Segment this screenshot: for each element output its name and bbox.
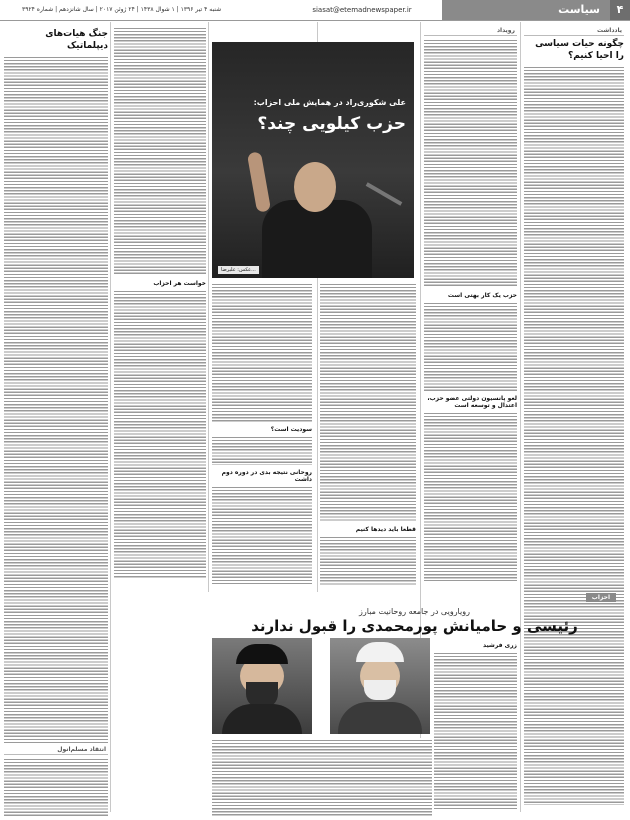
center-article-right (320, 282, 416, 587)
bottom-kicker: رویارویی در جامعه روحانیت مبارز (359, 607, 470, 616)
speaker-figure (252, 152, 402, 278)
byline: زری فرشید (483, 642, 517, 649)
article-body (4, 757, 108, 816)
subheading: قطعا باید دیدها کنیم (355, 526, 416, 533)
bottom-headline: رئیسی و حامیانش پورمحمدی را قبول ندارند (251, 617, 578, 635)
column-divider (520, 22, 521, 812)
diplomacy-column (4, 26, 108, 816)
article-body (424, 301, 517, 391)
section-title: سیاست (442, 0, 610, 20)
page-header (0, 0, 630, 21)
article-body (212, 485, 312, 585)
column-label: انتقاد مسلم‌انول (4, 745, 108, 755)
editorial-headline: چگونه حیات سیاسی را احیا کنیم؟ (535, 39, 624, 61)
photo-kicker: علی شکوری‌راد در همایش ملی احزاب: (253, 98, 406, 107)
bottom-section-label: احزاب (586, 593, 616, 602)
article-body (434, 651, 517, 811)
column-divider (110, 22, 111, 812)
article-body (424, 38, 517, 288)
bottom-article-body (212, 738, 432, 816)
subheading: خواست هر احزاب (153, 280, 206, 287)
column-label: یادداشت (524, 26, 624, 36)
middle-column (114, 26, 206, 591)
raisi-photo (212, 638, 312, 734)
subheading: روحانی نتیجه بدی در دوره دوم داشت (221, 469, 312, 483)
photo-credit: عکس: علیرضا... (218, 266, 259, 274)
article-body (4, 55, 108, 745)
date-line: شنبه ۴ تیر ۱۳۹۶ | ۱ شوال ۱۴۳۸ | ۲۴ ژوئن ۲۰۱۷ | سال شانزدهم | شماره ۳۹۲۴ (22, 6, 222, 13)
website-address[interactable]: siasat@etemadnewspaper.ir (312, 6, 412, 14)
subheading: لغو پانسیون دولتی عضو حزب، اعتدال و توسعه است (427, 395, 517, 409)
article-body (320, 282, 416, 522)
bottom-article-byline (434, 638, 517, 816)
article-body (524, 65, 624, 805)
article-body (212, 435, 312, 465)
article-body (212, 738, 432, 816)
article-body (114, 289, 206, 579)
subheading: سودیت است؟ (270, 426, 312, 433)
page-number: ۴ (610, 0, 630, 20)
event-column (424, 26, 517, 591)
article-body (114, 26, 206, 276)
editorial-column (524, 26, 624, 816)
diplomacy-headline: جنگ هیات‌هاى دیپلماتیک (45, 29, 108, 51)
subheading: حزب یک کار بهتی است (447, 292, 517, 299)
center-article-left (212, 282, 312, 587)
photo-title: حزب کیلویی چند؟ (257, 114, 406, 134)
article-body (320, 535, 416, 585)
article-body (424, 411, 517, 581)
column-divider (208, 22, 209, 592)
column-label: رویداد (424, 26, 517, 36)
main-photo (212, 42, 414, 278)
article-body (212, 282, 312, 422)
pourmohammadi-photo (330, 638, 430, 734)
